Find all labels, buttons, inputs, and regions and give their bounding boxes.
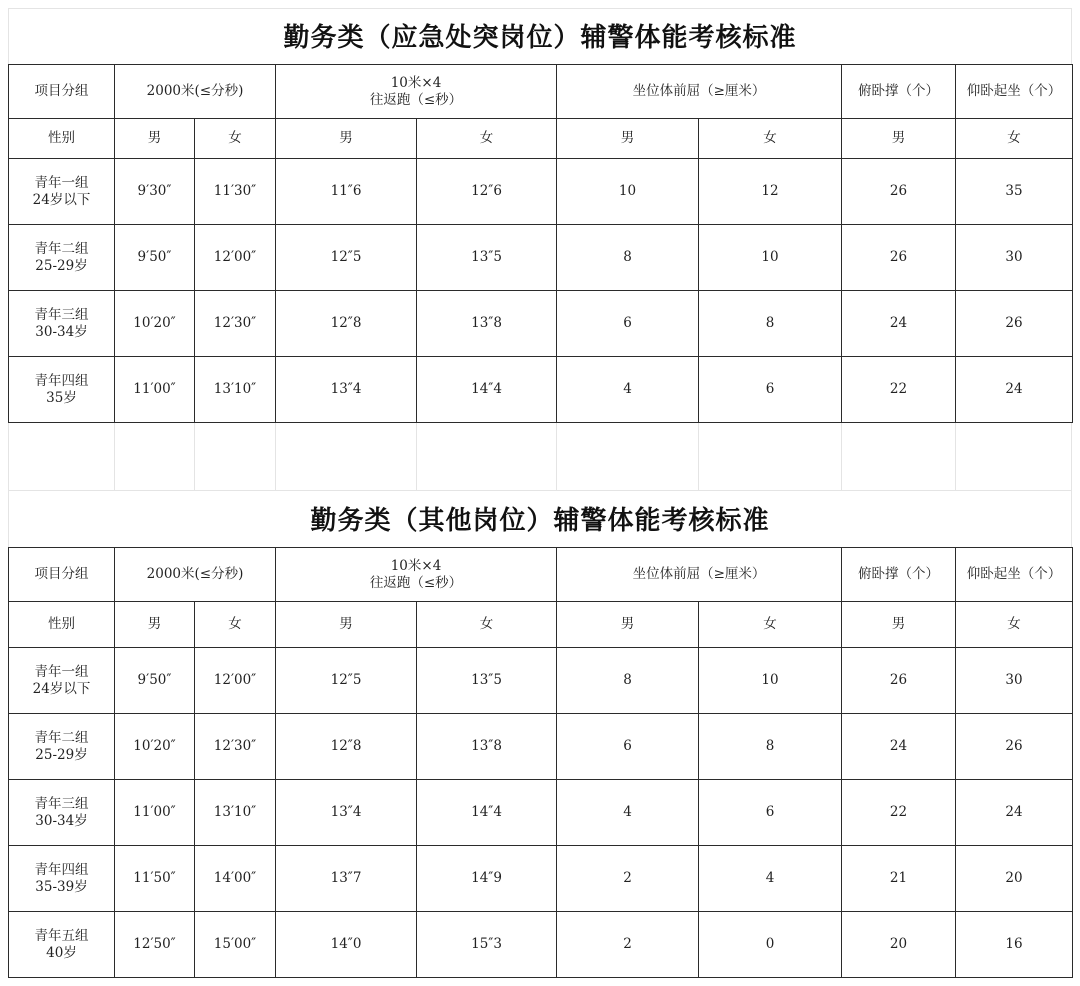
value-cell: 14′00″ xyxy=(195,846,276,912)
value-cell: 13″8 xyxy=(417,291,557,357)
row-group-label: 青年三组 30-34岁 xyxy=(9,291,115,357)
gender-cell: 女 xyxy=(699,119,842,159)
value-cell: 12 xyxy=(699,159,842,225)
value-cell: 6 xyxy=(699,357,842,423)
value-cell: 13″4 xyxy=(276,357,417,423)
value-cell: 14″9 xyxy=(417,846,557,912)
value-cell: 9′50″ xyxy=(115,648,195,714)
value-cell: 12′00″ xyxy=(195,648,276,714)
table-row xyxy=(9,714,1073,780)
row-group-label: 青年五组 40岁 xyxy=(9,912,115,978)
value-cell: 6 xyxy=(699,780,842,846)
value-cell: 13′10″ xyxy=(195,357,276,423)
value-cell: 24 xyxy=(842,291,956,357)
header-situp: 仰卧起坐（个） xyxy=(956,548,1073,602)
value-cell: 11″6 xyxy=(276,159,417,225)
header-pushup: 俯卧撑（个） xyxy=(842,65,956,119)
value-cell: 10′20″ xyxy=(115,714,195,780)
header-2000m-run: 2000米(≤分秒) xyxy=(115,65,276,119)
value-cell: 22 xyxy=(842,780,956,846)
value-cell: 12″5 xyxy=(276,225,417,291)
table2-gender-row xyxy=(9,602,1073,648)
value-cell: 8 xyxy=(557,648,699,714)
table-row xyxy=(9,225,1073,291)
gender-cell: 女 xyxy=(195,602,276,648)
spacer-grid xyxy=(8,423,1072,490)
header-shuttle-run: 10米×4 往返跑（≤秒） xyxy=(276,548,557,602)
gender-cell: 男 xyxy=(276,602,417,648)
gender-cell: 女 xyxy=(956,602,1073,648)
gender-cell: 男 xyxy=(842,119,956,159)
value-cell: 26 xyxy=(956,714,1073,780)
value-cell: 26 xyxy=(956,291,1073,357)
table1-title: 勤务类（应急处突岗位）辅警体能考核标准 xyxy=(283,23,797,53)
value-cell: 6 xyxy=(557,714,699,780)
gender-cell: 男 xyxy=(276,119,417,159)
value-cell: 30 xyxy=(956,648,1073,714)
value-cell: 11′00″ xyxy=(115,780,195,846)
table1-standards xyxy=(8,64,1073,423)
value-cell: 14″4 xyxy=(417,780,557,846)
value-cell: 8 xyxy=(699,714,842,780)
value-cell: 26 xyxy=(842,159,956,225)
value-cell: 9′30″ xyxy=(115,159,195,225)
gender-cell: 女 xyxy=(417,119,557,159)
table-row xyxy=(9,291,1073,357)
value-cell: 12″6 xyxy=(417,159,557,225)
gender-cell: 男 xyxy=(115,602,195,648)
value-cell: 13″8 xyxy=(417,714,557,780)
value-cell: 13″5 xyxy=(417,648,557,714)
table2-header-row xyxy=(9,548,1073,602)
row-group-label: 青年四组 35岁 xyxy=(9,357,115,423)
gender-cell: 男 xyxy=(842,602,956,648)
value-cell: 10 xyxy=(557,159,699,225)
value-cell: 11′30″ xyxy=(195,159,276,225)
value-cell: 12′30″ xyxy=(195,291,276,357)
value-cell: 35 xyxy=(956,159,1073,225)
gender-label: 性别 xyxy=(9,119,115,159)
row-group-label: 青年二组 25-29岁 xyxy=(9,225,115,291)
value-cell: 24 xyxy=(956,780,1073,846)
value-cell: 2 xyxy=(557,912,699,978)
value-cell: 8 xyxy=(557,225,699,291)
header-shuttle-run: 10米×4 往返跑（≤秒） xyxy=(276,65,557,119)
row-group-label: 青年三组 30-34岁 xyxy=(9,780,115,846)
value-cell: 4 xyxy=(557,357,699,423)
header-group: 项目分组 xyxy=(9,65,115,119)
value-cell: 30 xyxy=(956,225,1073,291)
value-cell: 12′00″ xyxy=(195,225,276,291)
value-cell: 20 xyxy=(842,912,956,978)
table-row xyxy=(9,648,1073,714)
value-cell: 12″5 xyxy=(276,648,417,714)
value-cell: 14″4 xyxy=(417,357,557,423)
table-row xyxy=(9,780,1073,846)
value-cell: 12′50″ xyxy=(115,912,195,978)
table-row xyxy=(9,357,1073,423)
gender-label: 性别 xyxy=(9,602,115,648)
value-cell: 26 xyxy=(842,225,956,291)
value-cell: 14″0 xyxy=(276,912,417,978)
value-cell: 26 xyxy=(842,648,956,714)
header-situp: 仰卧起坐（个） xyxy=(956,65,1073,119)
value-cell: 10 xyxy=(699,225,842,291)
gender-cell: 女 xyxy=(417,602,557,648)
value-cell: 24 xyxy=(956,357,1073,423)
gender-cell: 女 xyxy=(195,119,276,159)
table1-gender-row xyxy=(9,119,1073,159)
value-cell: 20 xyxy=(956,846,1073,912)
gender-cell: 女 xyxy=(699,602,842,648)
value-cell: 6 xyxy=(557,291,699,357)
value-cell: 4 xyxy=(557,780,699,846)
table2-title: 勤务类（其他岗位）辅警体能考核标准 xyxy=(310,506,770,536)
header-2000m-run: 2000米(≤分秒) xyxy=(115,548,276,602)
value-cell: 13″4 xyxy=(276,780,417,846)
value-cell: 8 xyxy=(699,291,842,357)
gender-cell: 男 xyxy=(557,119,699,159)
row-group-label: 青年一组 24岁以下 xyxy=(9,648,115,714)
value-cell: 0 xyxy=(699,912,842,978)
value-cell: 15′00″ xyxy=(195,912,276,978)
header-sit-and-reach: 坐位体前屈（≥厘米） xyxy=(557,548,842,602)
gender-cell: 男 xyxy=(115,119,195,159)
value-cell: 13′10″ xyxy=(195,780,276,846)
table1-header-row xyxy=(9,65,1073,119)
gender-cell: 男 xyxy=(557,602,699,648)
header-pushup: 俯卧撑（个） xyxy=(842,548,956,602)
value-cell: 24 xyxy=(842,714,956,780)
value-cell: 15″3 xyxy=(417,912,557,978)
row-group-label: 青年四组 35-39岁 xyxy=(9,846,115,912)
value-cell: 13″5 xyxy=(417,225,557,291)
value-cell: 10 xyxy=(699,648,842,714)
value-cell: 12′30″ xyxy=(195,714,276,780)
value-cell: 16 xyxy=(956,912,1073,978)
row-group-label: 青年一组 24岁以下 xyxy=(9,159,115,225)
value-cell: 21 xyxy=(842,846,956,912)
value-cell: 11′00″ xyxy=(115,357,195,423)
table2-standards xyxy=(8,547,1073,978)
table-row xyxy=(9,912,1073,978)
row-group-label: 青年二组 25-29岁 xyxy=(9,714,115,780)
value-cell: 12″8 xyxy=(276,291,417,357)
value-cell: 9′50″ xyxy=(115,225,195,291)
value-cell: 13″7 xyxy=(276,846,417,912)
value-cell: 11′50″ xyxy=(115,846,195,912)
table-row xyxy=(9,159,1073,225)
header-sit-and-reach: 坐位体前屈（≥厘米） xyxy=(557,65,842,119)
table-row xyxy=(9,846,1073,912)
value-cell: 22 xyxy=(842,357,956,423)
value-cell: 4 xyxy=(699,846,842,912)
header-group: 项目分组 xyxy=(9,548,115,602)
value-cell: 2 xyxy=(557,846,699,912)
value-cell: 12″8 xyxy=(276,714,417,780)
value-cell: 10′20″ xyxy=(115,291,195,357)
gender-cell: 女 xyxy=(956,119,1073,159)
